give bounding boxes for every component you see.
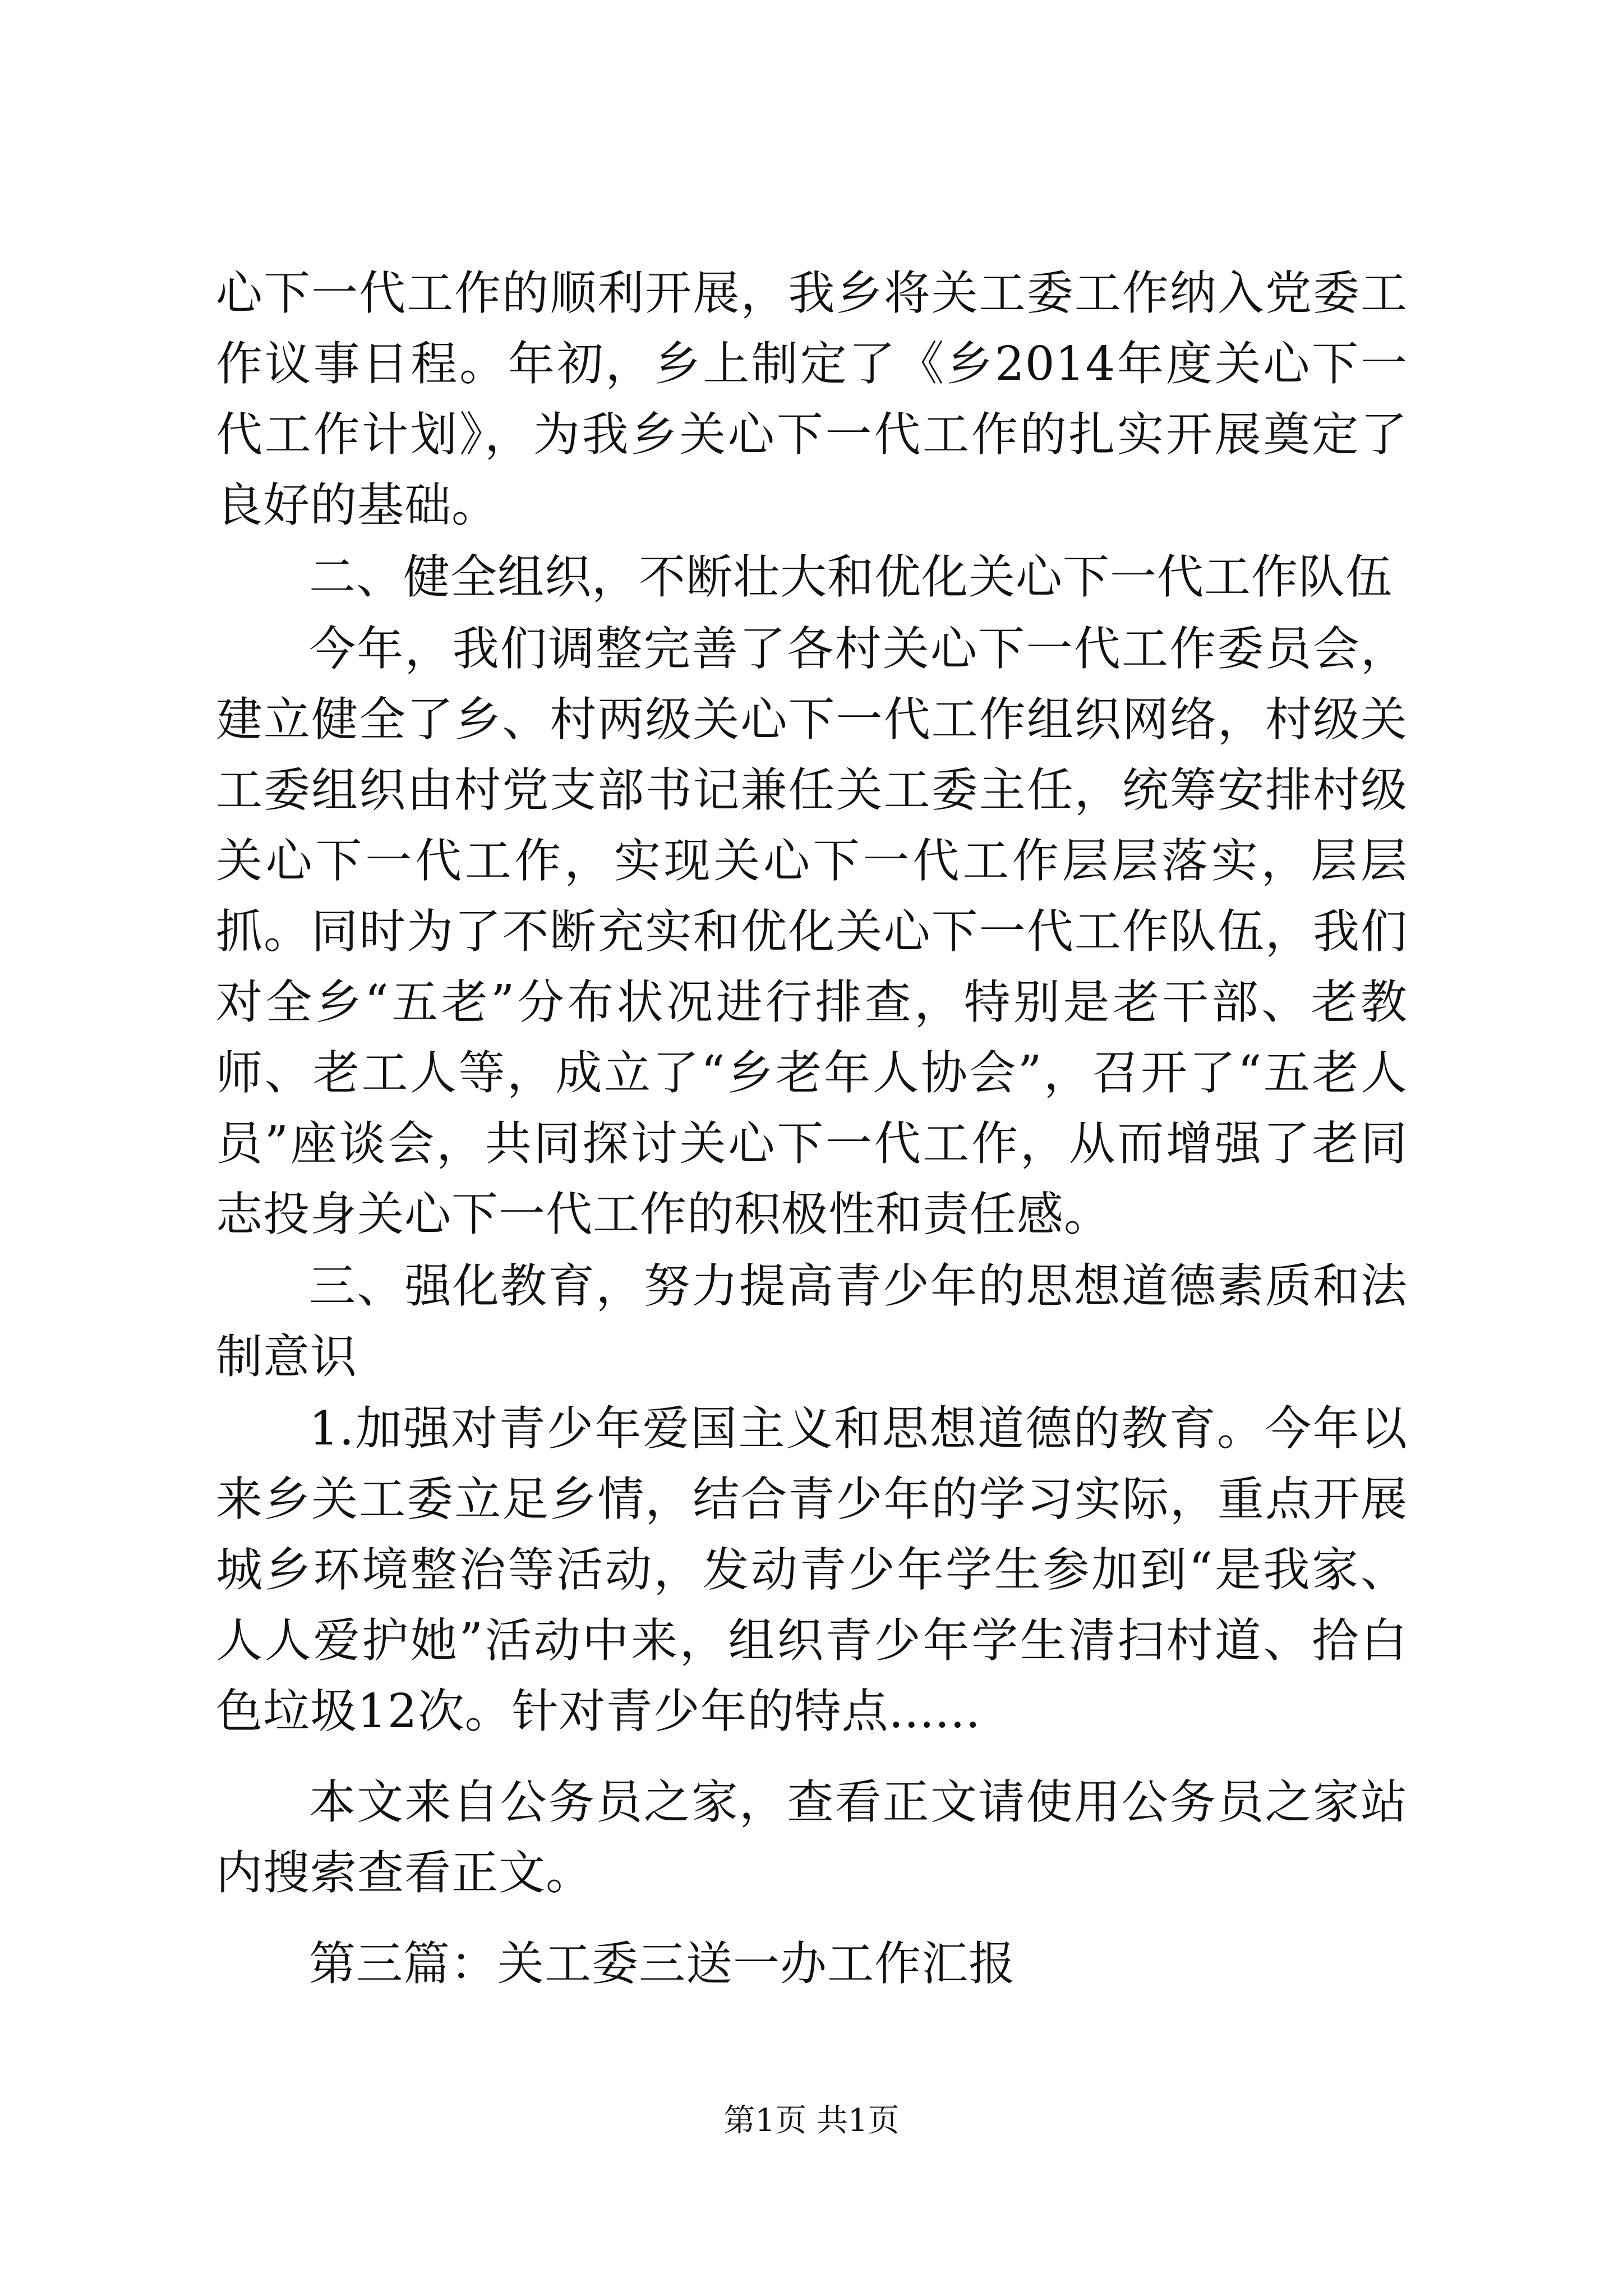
document-body bbox=[216, 258, 1408, 1999]
section-heading: 三、强化教育，努力提高青少年的思想道德素质和法制意识 bbox=[216, 1259, 1408, 1384]
body-paragraph: 1.加强对青少年爱国主义和思想道德的教育。今年以来乡关工委立足乡情，结合青少年的学习实际，重点开展城乡环境整治等活动，发动青少年学生参加到“是我家、人人爱护她”活动中来，组织青少年学生清扫村道、拾白色垃圾12次。针对青少年的特点...... bbox=[216, 1401, 1408, 1738]
section-heading: 二、健全组织，不断壮大和优化关心下一代工作队伍 bbox=[309, 550, 1393, 604]
body-paragraph: 心下一代工作的顺利开展，我乡将关工委工作纳入党委工作议事日程。年初，乡上制定了《乡2014年度关心下一代工作计划》，为我乡关心下一代工作的扎实开展奠定了良好的基础。 bbox=[216, 266, 1408, 532]
chapter-heading: 第三篇：关工委三送一办工作汇报 bbox=[309, 1936, 1016, 1991]
page-number-footer: 第1页 共1页 bbox=[723, 2102, 900, 2139]
body-paragraph: 今年，我们调整完善了各村关心下一代工作委员会，建立健全了乡、村两级关心下一代工作组织网络，村级关工委组织由村党支部书记兼任关工委主任，统筹安排村级关心下一代工作，实现关心下一代工作层层落实，层层抓。同时为了不断充实和优化关心下一代工作队伍，我们对全乡“五老”分布状况进行排查，特别是老干部、老教师、老工人等，成立了“乡老年人协会”，召开了“五老人员”座谈会，共同探讨关心下一代工作，从而增强了老同志投身关心下一代工作的积极性和责任感。 bbox=[216, 622, 1408, 1241]
source-note: 本文来自公务员之家，查看正文请使用公务员之家站内搜索查看正文。 bbox=[216, 1775, 1408, 1900]
